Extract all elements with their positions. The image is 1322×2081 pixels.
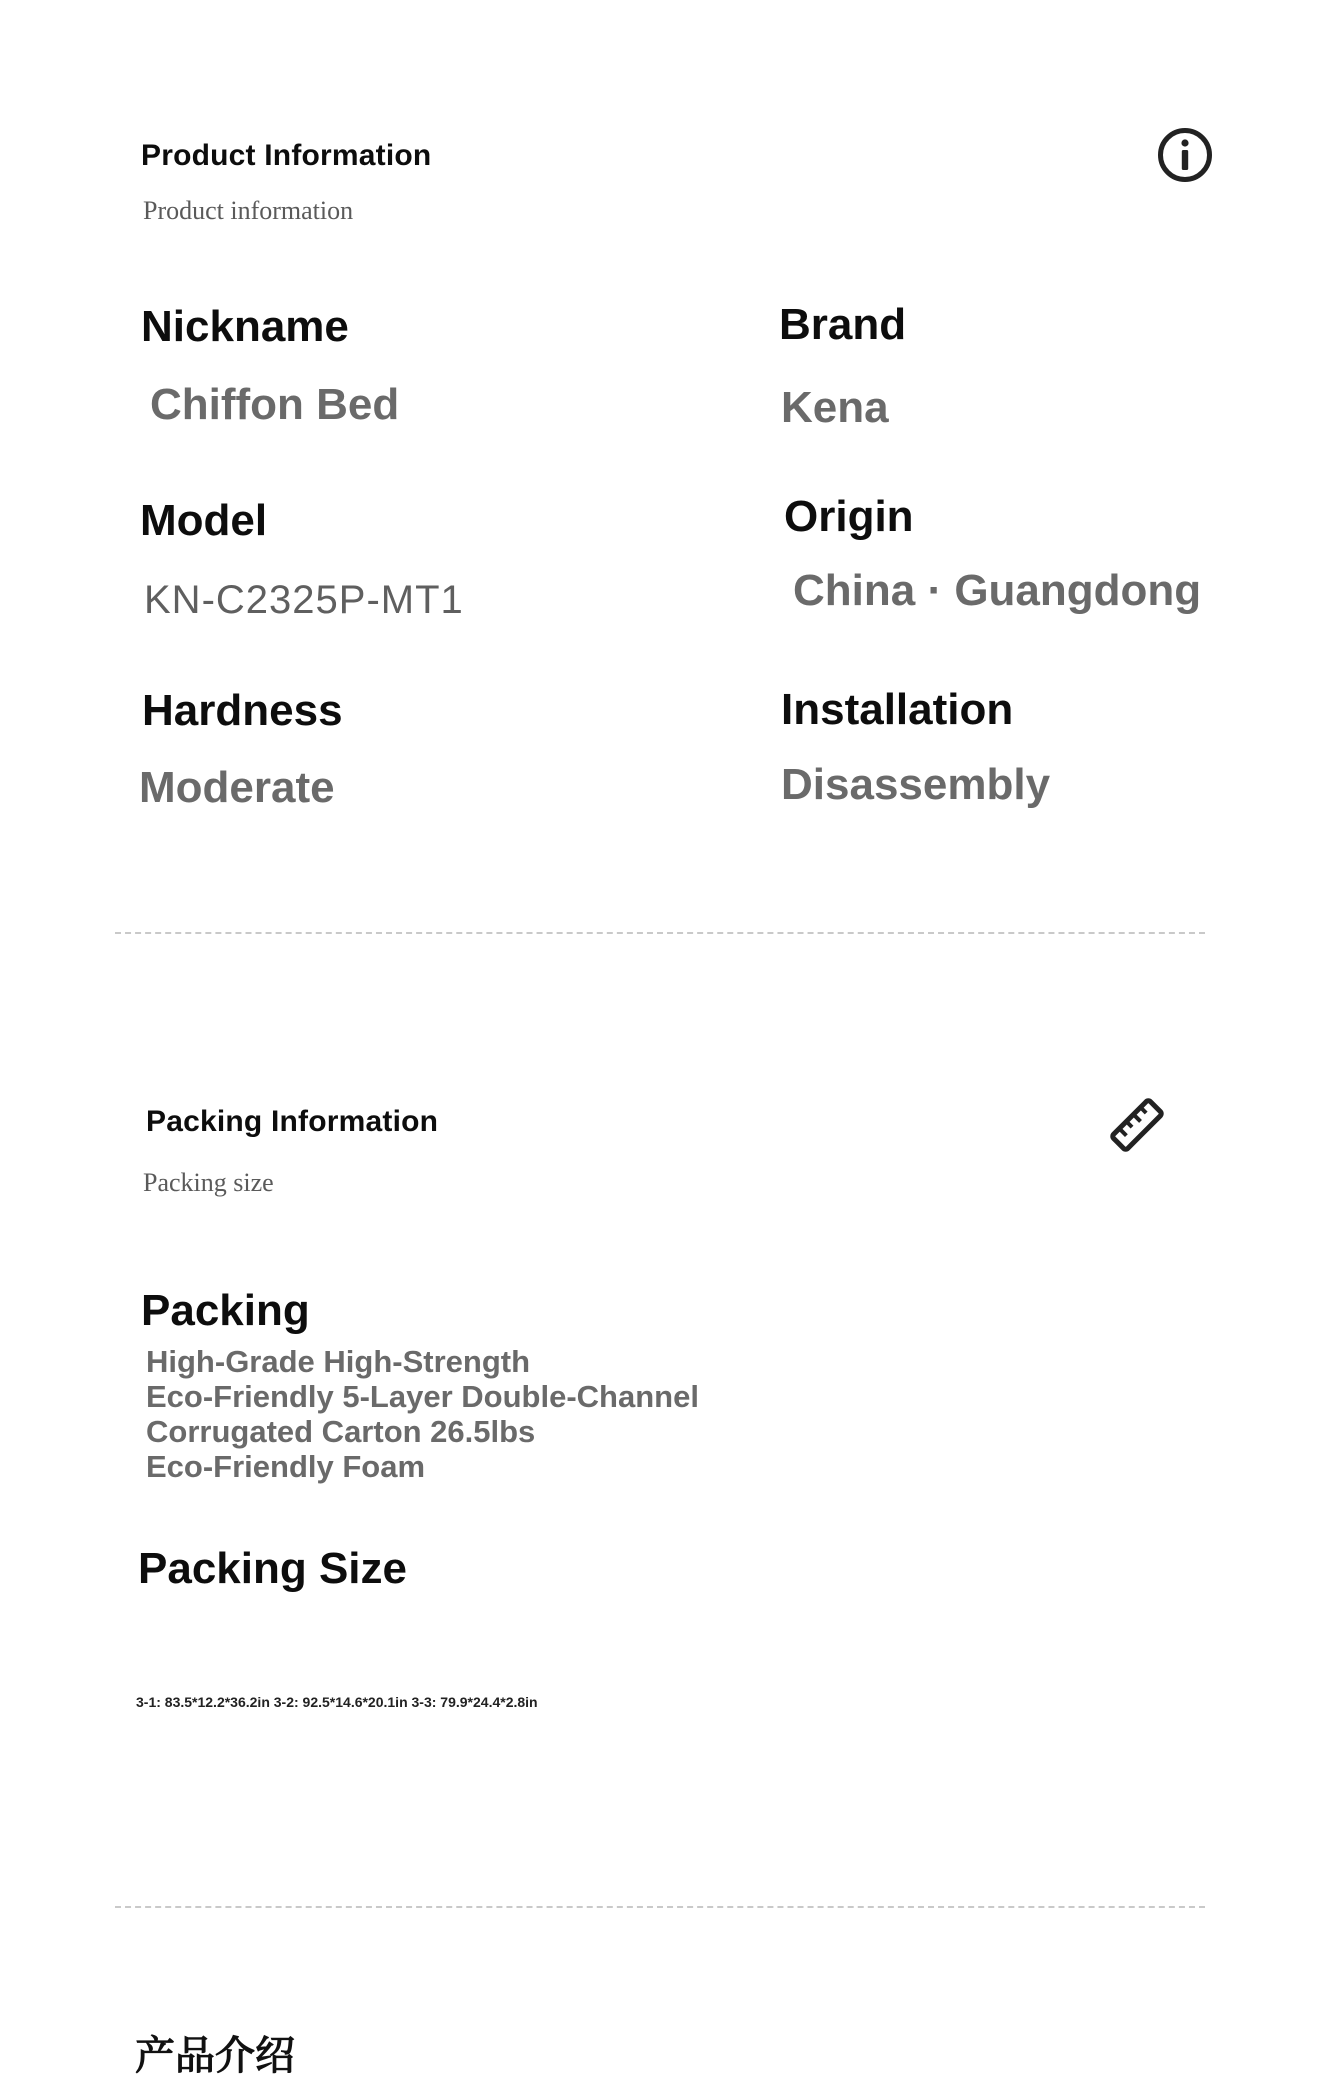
hardness-label: Hardness — [142, 686, 343, 735]
section-divider — [115, 1906, 1205, 1908]
packing-line: Eco-Friendly Foam — [146, 1449, 426, 1484]
packing-size-label: Packing Size — [138, 1544, 408, 1593]
product-info-title: Product Information — [141, 139, 432, 172]
packing-line: High-Grade High-Strength — [146, 1344, 531, 1379]
nickname-label: Nickname — [141, 302, 349, 351]
product-info-subtitle: Product information — [143, 196, 354, 225]
hardness-value: Moderate — [139, 763, 335, 812]
packing-size-value: 3-1: 83.5*12.2*36.2in 3-2: 92.5*14.6*20.1in 3-3: 79.9*24.4*2.8in — [136, 1694, 538, 1710]
nickname-value: Chiffon Bed — [150, 380, 400, 429]
brand-value: Kena — [781, 383, 889, 432]
brand-label: Brand — [779, 300, 907, 349]
model-value: KN-C2325P-MT1 — [144, 578, 464, 622]
packing-line: Eco-Friendly 5-Layer Double-Channel — [146, 1379, 699, 1414]
packing-description — [146, 1344, 699, 1484]
packing-info-title: Packing Information — [146, 1105, 439, 1138]
info-icon — [1157, 127, 1213, 183]
packing-info-subtitle: Packing size — [143, 1168, 274, 1197]
packing-line: Corrugated Carton 26.5lbs — [146, 1414, 536, 1449]
origin-value: China · Guangdong — [793, 566, 1202, 615]
section-divider — [115, 932, 1205, 934]
installation-label: Installation — [781, 685, 1014, 734]
ruler-icon — [1105, 1093, 1169, 1157]
model-label: Model — [140, 496, 268, 545]
next-section-title: 产品介绍 — [135, 2034, 295, 2078]
installation-value: Disassembly — [781, 760, 1051, 809]
packing-label: Packing — [141, 1286, 310, 1335]
origin-label: Origin — [784, 492, 914, 541]
